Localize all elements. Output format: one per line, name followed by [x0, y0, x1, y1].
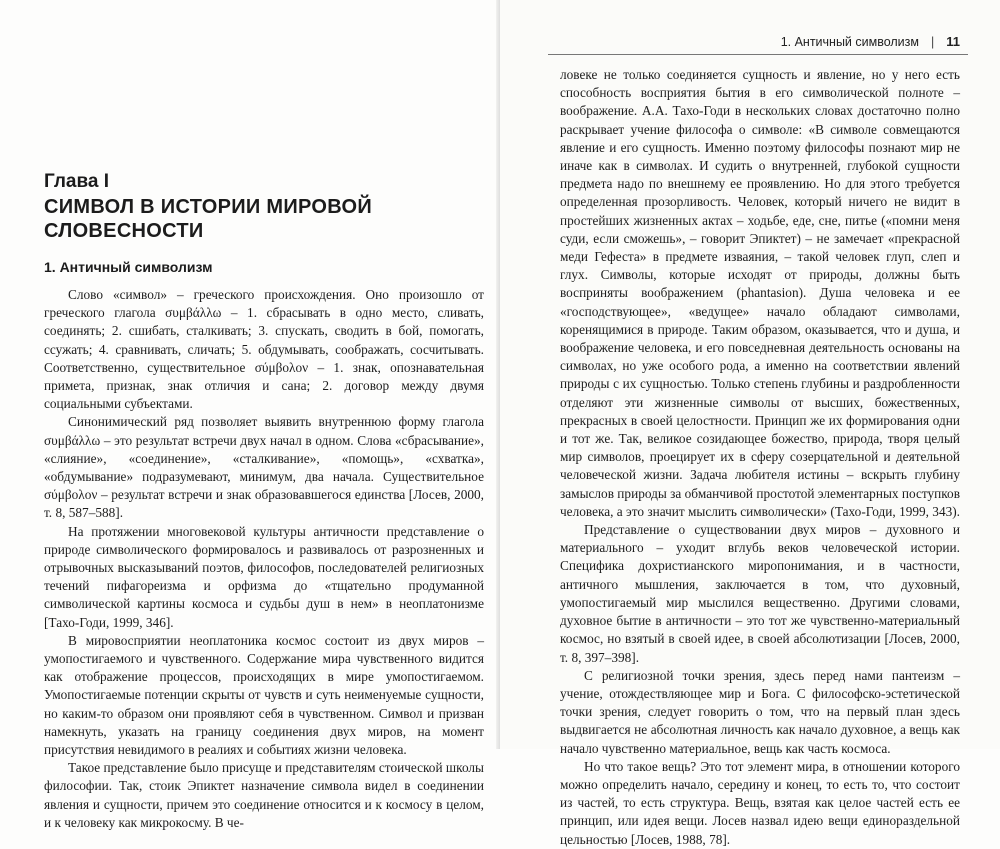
paragraph: Такое представление было присуще и представителям стоической школы философии. Так, стоик Эпиктет назначение символа видел в соединении явления и сущности, причем это соединение относится и к космосу в целом, и к человеку как микрокосму. В че- [44, 760, 484, 830]
header-rule [548, 54, 968, 55]
paragraph: Но что такое вещь? Это тот элемент мира, в отношении которого можно определить начало, середину и конец, то есть то, что состоит из частей, то есть структура. Вещь, взятая как целое частей есть ее принцип, или идея вещи. Лосев назвал идею вещи единораздельной цельностью [Лосев, 1988, 78]. [560, 758, 960, 847]
paragraph: ловеке не только соединяется сущность и явление, но у него есть способность восприятия бытия в его символической полноте – воображение. А.А. Тахо-Годи в нескольких словах достаточно полно раскрывает учение философа о символе: «В символе совмещаются явление и его сущность. Именно поэтому философы познают мир не иначе как в символах. И судить о внутренней, глубокой сущности предмета надо по внешнему ее проявлению. Но для этого требуется определенная прозорливость. Человек, который ничего не видит в простейших жизненных актах – ходьбе, еде, сне, питье («помни меня суди, если сможешь», – говорит Эпиктет) – не замечает «прекрасной меди Гефеста» в предмете изваяния, – такой человек глуп, слеп и глух. Символы, которые исходят от природы, должны быть восприняты воображением (phantasion). Душа человека и ее «господствующее», «ведущее» начало обладают символами, коренящимися в природе. Таким образом, оказывается, что и душа, и воображение человека, и его повседневная деятельность основаны на символах, но уже особого рода, а именно на соответствии явлений природы с их сущностью. Только степень глубины и раздробленности отделяют эти жизненные символы от высших, божественных, прекрасных в своей целостности. Принцип же их формирования одни и тот же. Так, великое созидающее божество, природа, творя целый мир символов, проецирует их в сферу созерцательной и деятельной человеческой жизни. Задача любителя истины – вскрыть глубину замыслов природы за обманчивой простотой элементарных поступков человека, а это значит мыслить символически» (Тахо-Годи, 1999, 343). [560, 67, 961, 519]
running-title: 1. Античный символизм [780, 34, 919, 49]
left-page [0, 0, 500, 830]
paragraph: Слово «символ» – греческого происхождения. Оно произошло от греческого глагола συμβάλλω – 1. сбрасывать в одно место, сливать, соединять; 2. сшибать, сталкивать; 3. спускать, сводить в бой, помогать, ссужать; 4. сравнивать, сличать; 5. обдумывать, соображать, сосчитывать. Соответственно, существительное σύμβολον – 1. знак, опознавательная примета, признак, знак отличия и сана; 2. договор между двумя социальными субъектами. [44, 287, 484, 412]
right-page [500, 0, 1000, 847]
paragraph: Синонимический ряд позволяет выявить внутреннюю форму глагола συμβάλλω – это результат встречи двух начал в одном. Слова «сбрасывание», «слияние», «соединение», «сталкивание», «помощь», «схватка», «обдумывание» подразумевают, минимум, два начала. Существительное σύμβολον – результат встречи и знак образовавшегося единства [Лосев, 2000, т. 8, 587–588]. [44, 414, 484, 521]
chapter-label: Глава I [44, 171, 110, 192]
paragraph: В мировосприятии неоплатоника космос состоит из двух миров – умопостигаемого и чувственного. Содержание мира чувственного видится как отображение процессов, происходящих в мире умопостигаемом. Умопостигаемые потенции скрыты от чувств и суть неименуемые сущности, но каким-то образом они проявляют себя в чувственном. Символ и призван намекнуть, указать на границу соединения двух миров, на момент присутствия невидимого в реалиях и событиях жизни человека. [44, 632, 484, 758]
section-title: 1. Античный символизм [44, 259, 213, 275]
page-number: 11 [946, 34, 960, 49]
paragraph: На протяжении многовековой культуры античности представление о природе символического формировалось и развивалось от разрозненных и отрывочных высказываний поэтов, философов, последователей религиозных течений пифагореизма и орфизма до «тщательно продуманной символической картины космоса и судьбы душ в нем» в неоплатонизме [Тахо-Годи, 1999, 346]. [44, 523, 484, 630]
header-separator: | [931, 34, 935, 49]
running-header [781, 34, 960, 49]
paragraph: Представление о существовании двух миров – духовного и материального – уходит вглубь веков человеческой истории. Специфика дохристианского миропонимания, и в частности, античного мышления, заключается в том, что духовный, умопостигаемый мир мыслился вещественно. Другими словами, духовное бытие в античности – это тот же чувственно-материальный космос, но взятый в своей идее, в своей абсолютизации [Лосев, 2000, т. 8, 397–398]. [560, 522, 960, 665]
paragraph: С религиозной точки зрения, здесь перед нами пантеизм – учение, отождествляющее мир и Бога. С философско-эстетической точки зрения, следует говорить о том, что на первый план здесь выдвигается не абсолютная личность как начало духовное, а вещь как начало чувственно материальное, вещь как часть космоса. [560, 667, 960, 756]
chapter-title: СИМВОЛ В ИСТОРИИ МИРОВОЙ СЛОВЕСНОСТИ [44, 196, 373, 242]
